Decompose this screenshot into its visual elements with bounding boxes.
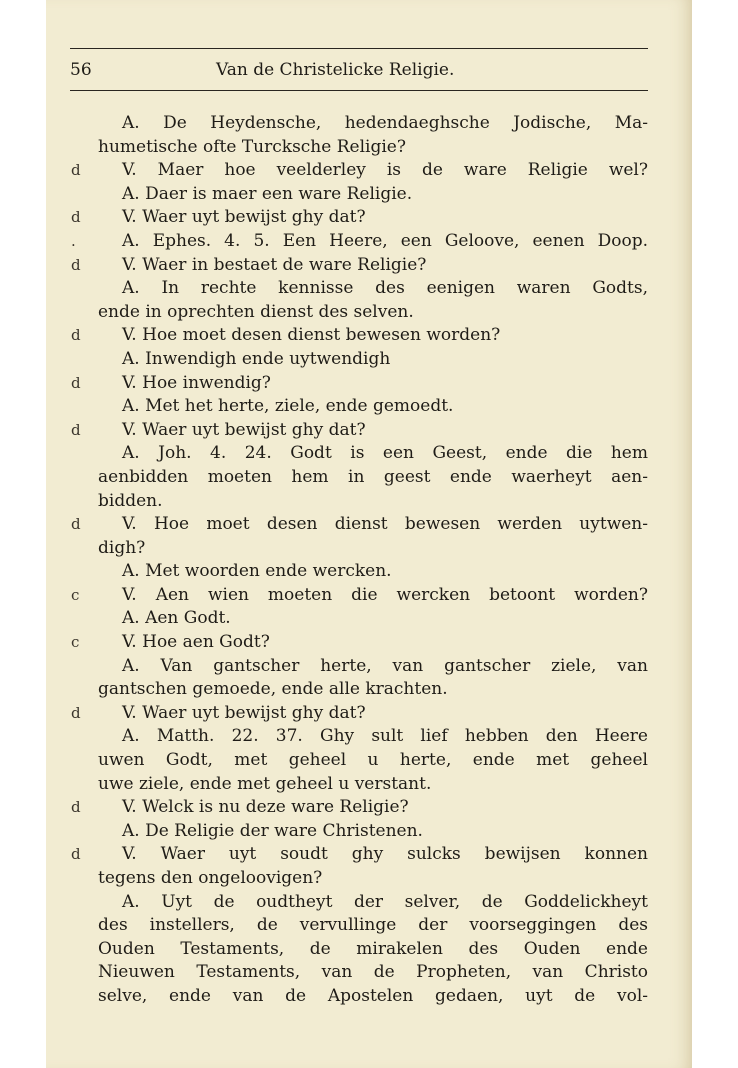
header-rule-top: [70, 48, 648, 49]
line-text: V. Hoe aen Godt?: [122, 632, 270, 653]
line-text: humetische ofte Turcksche Religie?: [98, 136, 406, 157]
text-line: [0, 891, 738, 915]
line-text: Ouden Testaments, de mirakelen des Ouden ende: [98, 938, 648, 959]
line-text: A. Matth. 22. 37. Ghy sult lief hebben den Heere: [122, 726, 648, 747]
line-text: digh?: [98, 537, 146, 558]
text-line: [0, 419, 738, 443]
line-text: V. Hoe moet desen dienst bewesen werden uytwen-: [122, 514, 648, 535]
line-text: tegens den ongeloovigen?: [98, 868, 323, 888]
body-text: [0, 112, 738, 1009]
text-line: [0, 607, 738, 631]
text-line: [0, 820, 738, 844]
text-line: [0, 631, 738, 655]
text-line: [0, 112, 738, 136]
text-line: [0, 961, 738, 985]
text-line: [0, 136, 738, 160]
text-line: [0, 655, 738, 679]
line-text: ende in oprechten dienst des selven.: [98, 301, 414, 322]
line-text: uwe ziele, ende met geheel u verstant.: [98, 773, 432, 794]
text-line: [0, 867, 738, 891]
text-line: [0, 938, 738, 962]
text-line: [0, 560, 738, 584]
line-text: V. Waer in bestaet de ware Religie?: [122, 254, 427, 275]
text-line: [0, 183, 738, 207]
header-rule-bottom: [70, 90, 648, 91]
text-line: [0, 301, 738, 325]
line-text: A. Met het herte, ziele, ende gemoedt.: [122, 396, 454, 417]
text-line: [0, 395, 738, 419]
margin-mark: d: [71, 798, 81, 817]
text-line: [0, 442, 738, 466]
text-line: [0, 254, 738, 278]
line-text: uwen Godt, met geheel u herte, ende met geheel: [98, 750, 648, 771]
margin-mark: .: [71, 231, 76, 250]
line-text: A. Met woorden ende wercken.: [122, 561, 392, 582]
margin-mark: d: [71, 161, 81, 180]
line-text: V. Maer hoe veelderley is de ware Religie wel?: [122, 160, 648, 181]
line-text: Nieuwen Testaments, van de Propheten, van Christo: [98, 962, 648, 983]
text-line: [0, 773, 738, 797]
text-line: [0, 584, 738, 608]
line-text: A. Inwendigh ende uytwendigh: [122, 348, 391, 369]
line-text: V. Welck is nu deze ware Religie?: [122, 797, 409, 818]
text-line: [0, 678, 738, 702]
margin-mark: d: [71, 845, 81, 864]
margin-mark: d: [71, 420, 81, 439]
text-line: [0, 466, 738, 490]
line-text: V. Hoe inwendig?: [122, 372, 271, 393]
line-text: A. Aen Godt.: [122, 608, 231, 629]
text-line: [0, 159, 738, 183]
line-text: V. Waer uyt bewijst ghy dat?: [122, 419, 366, 440]
line-text: A. De Religie der ware Christenen.: [122, 820, 423, 841]
line-text: des instellers, de vervullinge der voorseggingen des: [98, 915, 648, 936]
line-text: selve, ende van de Apostelen gedaen, uyt de vol-: [98, 985, 648, 1006]
running-title: Van de Christelicke Religie.: [216, 60, 455, 80]
line-text: A. In rechte kennisse des eenigen waren Godts,: [122, 278, 648, 299]
text-line: [0, 230, 738, 254]
line-text: A. Daer is maer een ware Religie.: [122, 183, 413, 204]
margin-mark: d: [71, 255, 81, 274]
text-line: [0, 725, 738, 749]
margin-mark: c: [71, 585, 80, 604]
line-text: V. Waer uyt soudt ghy sulcks bewijsen konnen: [122, 844, 648, 865]
text-line: [0, 206, 738, 230]
line-text: V. Waer uyt bewijst ghy dat?: [122, 207, 366, 228]
text-line: [0, 537, 738, 561]
margin-mark: d: [71, 515, 81, 534]
margin-mark: d: [71, 373, 81, 392]
text-line: [0, 490, 738, 514]
margin-mark: d: [71, 326, 81, 345]
line-text: A. De Heydensche, hedendaeghsche Jodische, Ma-: [122, 113, 648, 133]
line-text: V. Aen wien moeten die wercken betoont worden?: [122, 584, 648, 605]
line-text: aenbidden moeten hem in geest ende waerheyt aen-: [98, 466, 648, 487]
text-line: [0, 513, 738, 537]
text-line: [0, 324, 738, 348]
line-text: gantschen gemoede, ende alle krachten.: [98, 679, 448, 700]
line-text: V. Waer uyt bewijst ghy dat?: [122, 702, 366, 723]
line-text: A. Ephes. 4. 5. Een Heere, een Geloove, eenen Doop.: [122, 230, 648, 251]
margin-mark: d: [71, 703, 81, 722]
margin-mark: c: [71, 633, 80, 652]
text-line: [0, 749, 738, 773]
text-line: [0, 914, 738, 938]
line-text: A. Van gantscher herte, van gantscher ziele, van: [122, 655, 648, 676]
text-line: [0, 372, 738, 396]
text-line: [0, 702, 738, 726]
line-text: A. Uyt de oudtheyt der selver, de Goddelickheyt: [122, 891, 648, 912]
text-line: [0, 796, 738, 820]
text-line: [0, 843, 738, 867]
line-text: bidden.: [98, 490, 163, 511]
text-line: [0, 348, 738, 372]
line-text: A. Joh. 4. 24. Godt is een Geest, ende die hem: [122, 443, 648, 464]
margin-mark: d: [71, 208, 81, 227]
text-line: [0, 277, 738, 301]
page-number: 56: [70, 60, 92, 80]
line-text: V. Hoe moet desen dienst bewesen worden?: [122, 325, 501, 346]
text-line: [0, 985, 738, 1009]
